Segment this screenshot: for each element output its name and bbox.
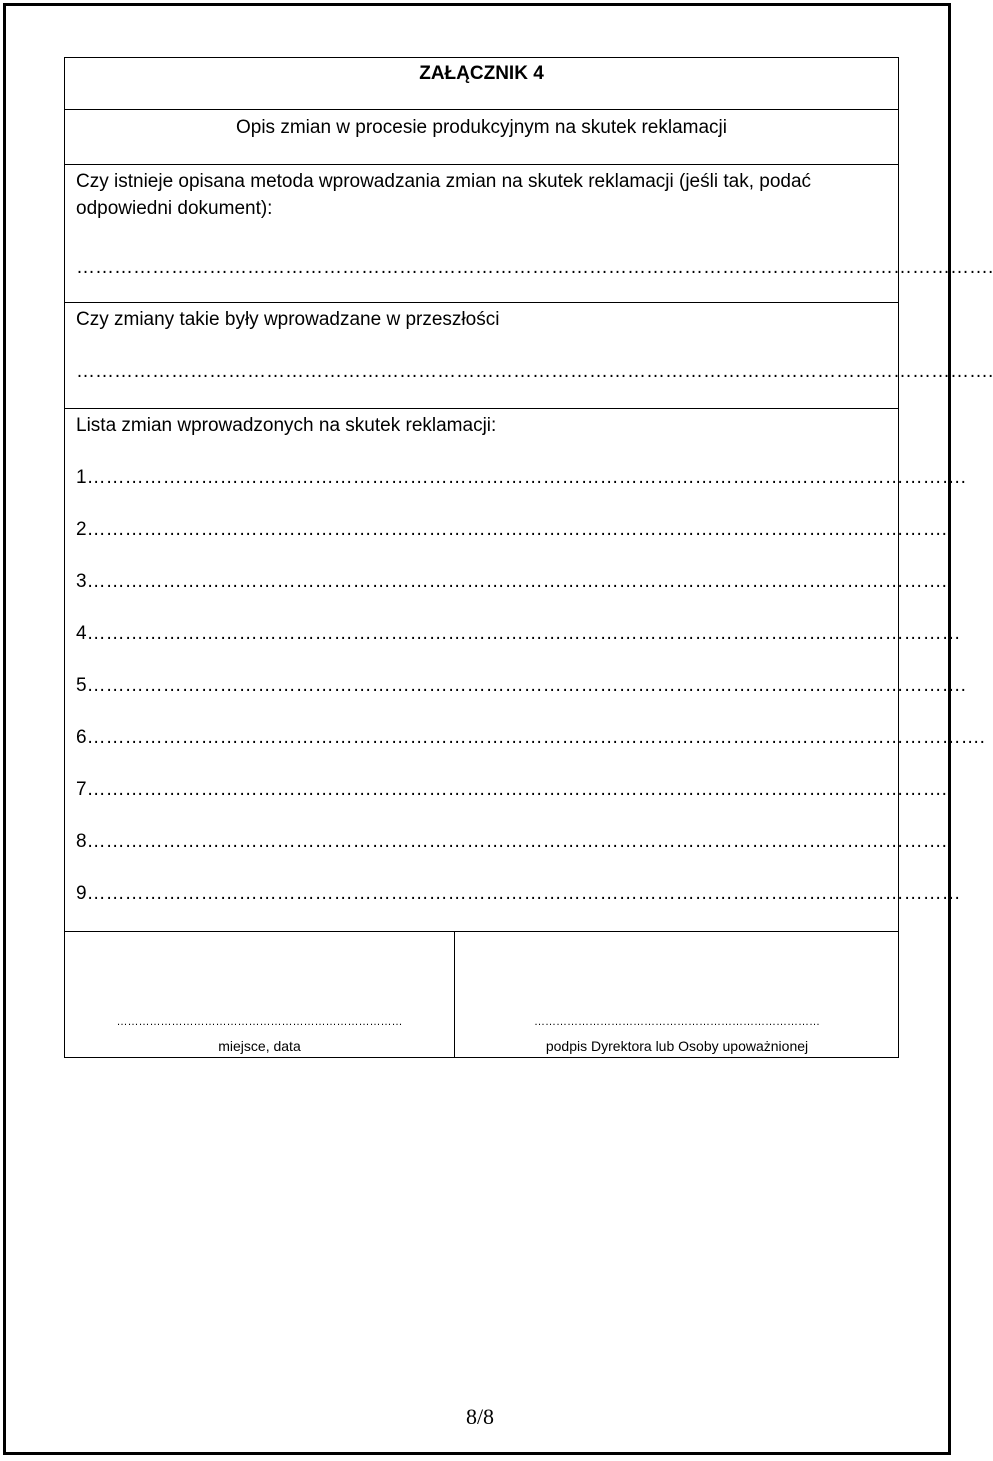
place-date-label: miejsce, data [218,1038,301,1054]
list-item[interactable]: 2……………………………………………………………………………………………………………………….. [76,519,953,540]
question-method-section [65,165,993,303]
question-past-section [65,303,993,409]
director-signature-column [455,932,899,1057]
changes-list-section [65,409,985,932]
list-item[interactable]: 7……………………………………………………………………………………………………………………….. [76,779,953,800]
question-past-text: Czy zmiany takie były wprowadzane w przeszłości [76,309,500,330]
form-table [64,57,993,1058]
list-item[interactable]: 3……………………………………………………………………………………………………………………….. [76,571,953,592]
place-date-column [65,932,454,1057]
place-date-line[interactable]: …………………………………………………………………… [116,1016,403,1028]
document-title: ZAŁĄCZNIK 4 [65,58,898,110]
list-item[interactable]: 5…………………………………………………………………………………………………………………………. [76,675,966,696]
director-signature-line[interactable]: …………………………………………………………………… [534,1016,820,1028]
list-item[interactable]: 9………………………………………………………………………………………………………………………… [76,883,961,904]
list-item[interactable]: 1…………………………………………………………………………………………………………………………. [76,467,966,488]
list-item[interactable]: 8……………………………………………………………………………………………………………………….. [76,831,953,852]
changes-list-heading: Lista zmian wprowadzonych na skutek reklamacji: [76,415,497,436]
list-item[interactable]: 4………………………………………………………………………………………………………………………… [76,623,961,644]
question-method-text: Czy istnieje opisana metoda wprowadzania zmian na skutek reklamacji (jeśli tak, podać odpowiedni dokument): [76,171,812,219]
director-signature-label: podpis Dyrektora lub Osoby upoważnionej [545,1038,809,1054]
signature-section [65,932,898,1057]
question-method-answer-line[interactable]: ………………………………………………………………………………………………………………………………. [76,257,993,278]
list-item[interactable]: 6……………………………………………………………………………………………………………………………. [76,727,985,748]
question-past-answer-line[interactable]: ………………………………………………………………………………………………………………………………. [76,361,993,382]
page-number: 8/8 [465,1404,495,1429]
document-subtitle: Opis zmian w procesie produkcyjnym na skutek reklamacji [65,110,898,165]
